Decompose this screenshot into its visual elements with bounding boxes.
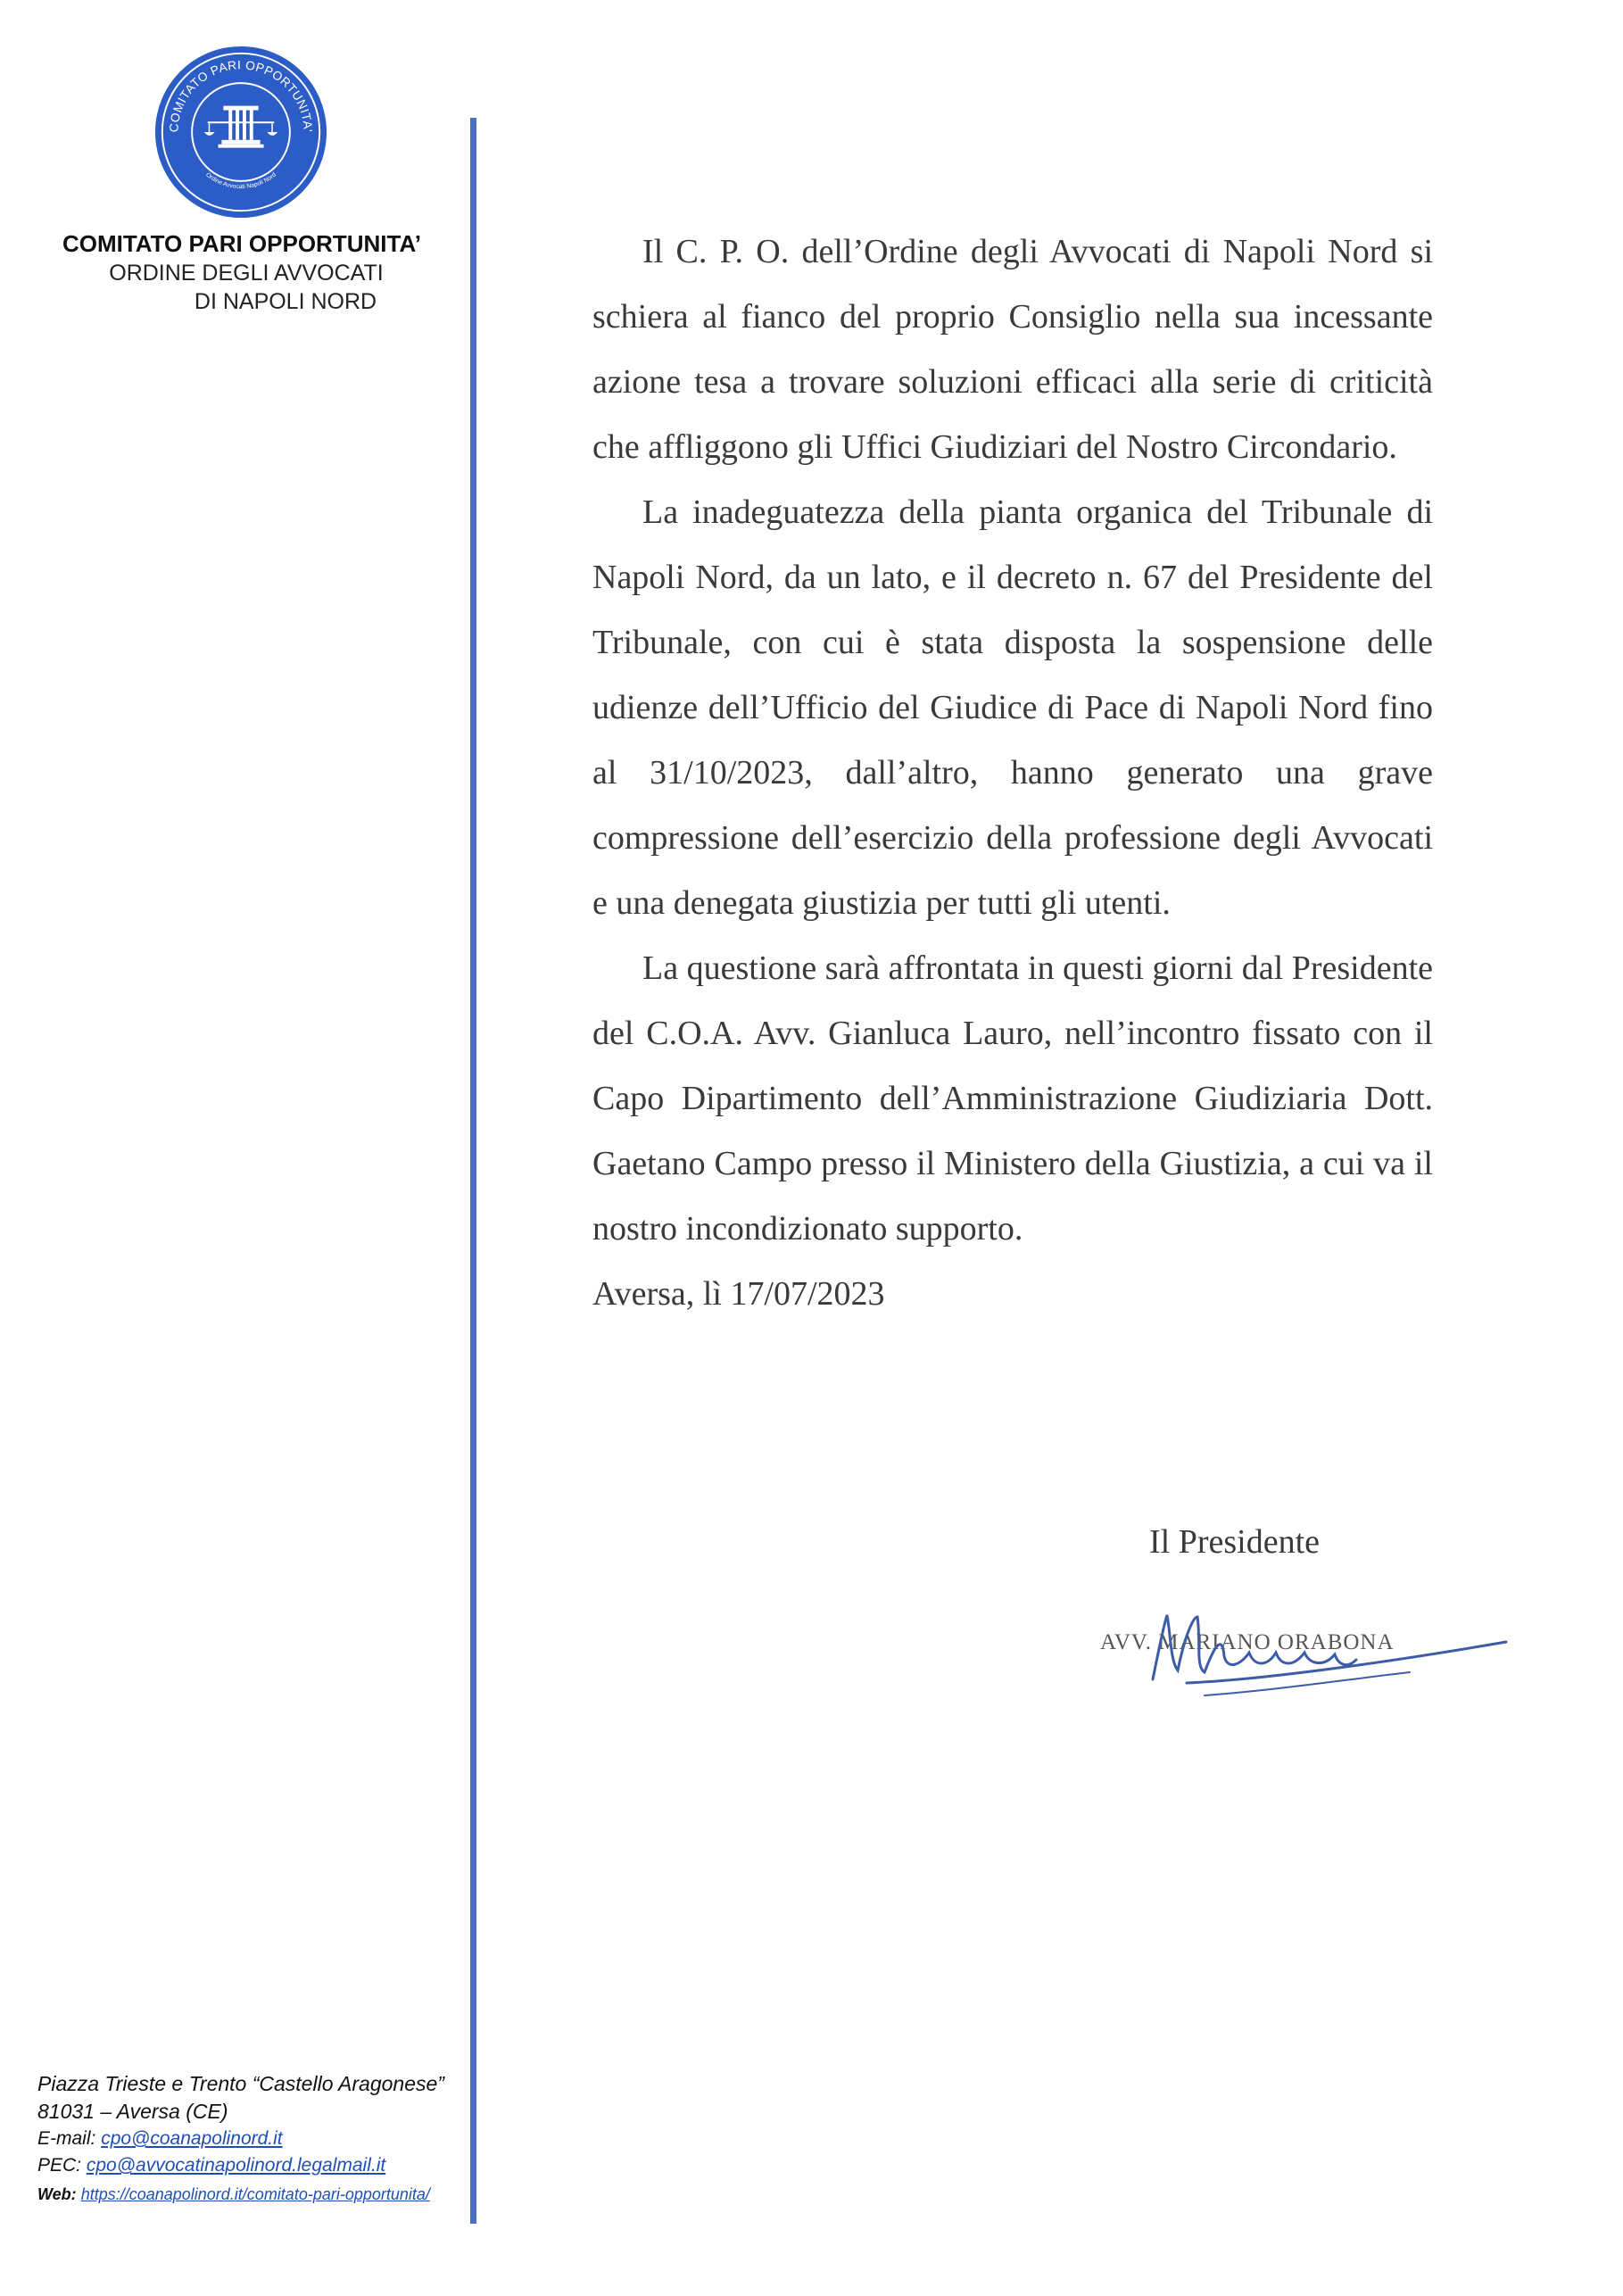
signature: [1071, 1590, 1517, 1715]
pec-link[interactable]: cpo@avvocatinapolinord.legalmail.it: [86, 2155, 386, 2176]
footer-email-row: [37, 2126, 466, 2152]
paragraph: La questione sarà affrontata in questi giorni dal Presidente del C.O.A. Avv. Gianluca Lauro, nell’incontro fissato con il Capo Dipartimento dell’Amministrazione Giudiziaria Dott. Gaetano Campo presso il Ministero della Giustizia, a cui va il nostro incondizionato supporto.: [592, 949, 1433, 1247]
email-label: E-mail:: [37, 2128, 96, 2149]
vertical-divider: [470, 118, 476, 2224]
footer-pec-row: [37, 2152, 466, 2179]
logo-text-bottom: Ordine Avvocati Napoli Nord: [204, 171, 277, 191]
web-label: Web:: [37, 2185, 77, 2203]
letter-body: [592, 220, 1433, 1327]
email-link[interactable]: cpo@coanapolinord.it: [101, 2128, 283, 2149]
org-subtitle-city: DI NAPOLI NORD: [194, 289, 377, 314]
paragraph: La inadeguatezza della pianta organica del Tribunale di Napoli Nord, da un lato, e il decreto n. 67 del Presidente del Tribunale, con cui è stata disposta la sospensione delle udienze dell’Ufficio del Giudice di Pace di Napoli Nord fino al 31/10/2023, dall’altro, hanno generato una grave compressione dell’esercizio della professione degli Avvocati e una denegata giustizia per tutti gli utenti.: [592, 493, 1433, 922]
footer-city: 81031 – Aversa (CE): [37, 2100, 228, 2123]
footer-address: Piazza Trieste e Trento “Castello Aragonese”: [37, 2072, 444, 2095]
org-title: COMITATO PARI OPPORTUNITA’: [62, 230, 422, 257]
footer-contacts: [37, 2070, 466, 2209]
place-date: Aversa, lì 17/07/2023: [592, 1275, 885, 1313]
footer-web-row: [37, 2179, 466, 2209]
logo-text-top: COMITATO PARI OPPORTUNITA': [167, 58, 315, 133]
cpo-logo: [153, 45, 328, 220]
web-link[interactable]: https://coanapolinord.it/comitato-pari-opportunita/: [80, 2185, 430, 2203]
pec-label: PEC:: [37, 2155, 82, 2176]
signatory-role: Il Presidente: [1149, 1523, 1321, 1561]
paragraph: Il C. P. O. dell’Ordine degli Avvocati di Napoli Nord si schiera al fianco del proprio Consiglio nella sua incessante azione tesa a trovare soluzioni efficaci alla serie di criticità che affliggono gli Uffici Giudiziari del Nostro Circondario.: [592, 233, 1433, 466]
signature-name: AVV. MARIANO ORABONA: [1100, 1630, 1395, 1654]
org-subtitle: ORDINE DEGLI AVVOCATI: [109, 261, 384, 286]
